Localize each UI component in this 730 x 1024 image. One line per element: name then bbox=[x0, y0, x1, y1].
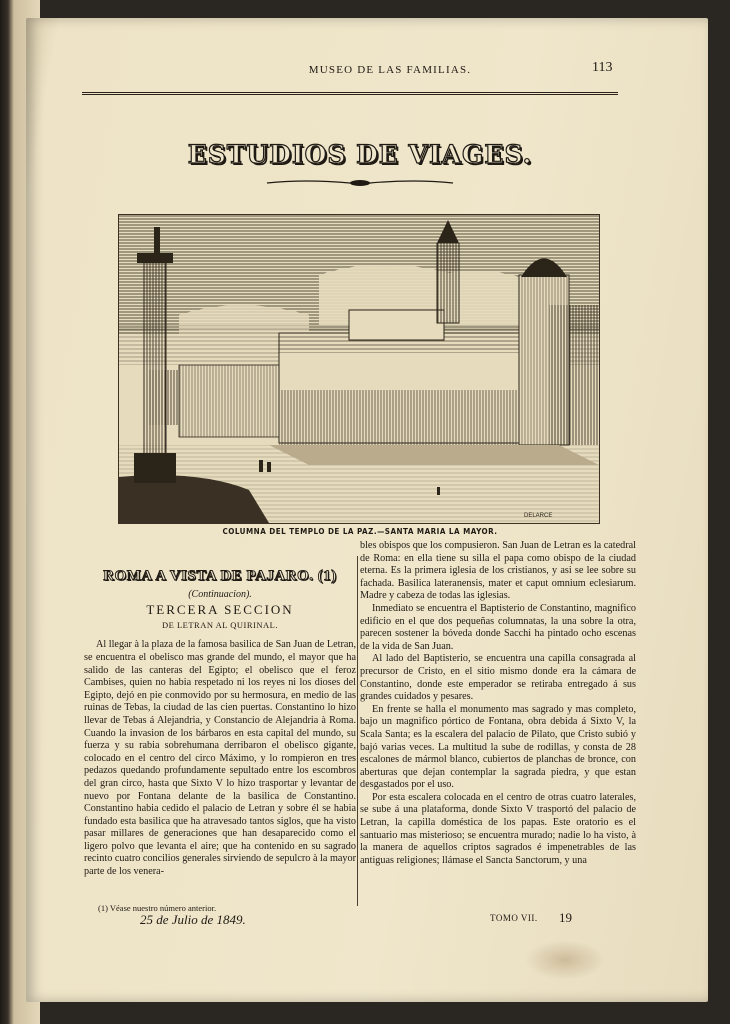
issue-date bbox=[140, 912, 246, 928]
paragraph: En frente se halla el monumento mas sagrado y mas completo, bajo un magnifico pórtico de Fontana, obra debida á Sixto V, la Scala Santa; es la escalera del palacio de Pilato, que Cristo subió y bajó varias veces. La multitud la sube de rodillas, y consta de 28 escalones de mármol blanco, cubiertos de planchas de bronce, con aberturas que dejan contemplar la sagrada piedra, y que estan desgastados por el uso. bbox=[360, 703, 636, 791]
paragraph: Inmediato se encuentra el Baptisterio de Constantino, magnifico edificio en el que dos pequeñas columnatas, la una sobre la otra, parecen sostener la bóveda donde Sacchi ha pintado ocho escenas de la vida de San Juan. bbox=[360, 602, 636, 652]
paragraph: Por esta escalera colocada en el centro de otras cuatro laterales, se sube á una plataforma, donde Sixto V trasportó del palacio de Letran, la capilla doméstica de los papas. Este oratorio es el santuario mas misterioso; se encuentra murado; nadie lo ha visto, à la manera de aquellos criptos sagrados é impenetrables de las antiguas religiones; llámase el Sancta Sanctorum, y una bbox=[360, 791, 636, 866]
page-number: 113 bbox=[592, 60, 613, 75]
engraving-santa-maria-maggiore bbox=[118, 214, 600, 524]
subsection-heading: DE LETRAN AL QUIRINAL. bbox=[162, 619, 278, 630]
paragraph: Al lado del Baptisterio, se encuentra una capilla consagrada al precursor de Cristo, en el sitio mismo donde era la cámara de Constantino, donde este emperador se retiraba entregado á sus grandes cuidados y pesares. bbox=[360, 653, 636, 703]
signature-mark: 19 bbox=[559, 910, 572, 925]
section-heading: TERCERA SECCION bbox=[146, 602, 294, 618]
continuation-note: (Continuacion). bbox=[188, 588, 252, 600]
right-column bbox=[360, 540, 636, 867]
footnote: (1) Véase nuestro número anterior. bbox=[98, 903, 217, 913]
running-title: MUSEO DE LAS FAMILIAS. bbox=[308, 64, 472, 76]
title-ornament bbox=[265, 178, 455, 188]
issue-date-text: 25 de Julio de 1849. bbox=[140, 912, 246, 927]
paragraph: Al llegar à la plaza de la famosa basilica de San Juan de Letran, se encuentra el obelisco mas grande del mundo, el mayor que ha salido de las canteras del Egipto; el obelisco que el feroz Cambises, quien no habia respetado ni los reyes ni los dioses del Egipto, dejó en pie conmovido por su hermosura, en medio de las ruinas de Tebas, la ciudad de las cien puertas. Constantino lo hizo llevar de Tebas á Alejandria, y Constancio de Alejandria à Roma. Cuando la invasion de los bárbaros en esta capital del mundo, su fuerza y su rabia sobrehumana derribaron el obelisco gigante, colocado en el centro del circo Máximo, y lo rompieron en tres pedazos quedando profundamente sepultado entre los escombros del gran circo, hasta que Sixto V lo hizo trasportar y levantar de nuevo por Fontana delante de la basilica de Constantino. Constantino habia cedido el palacio de Letran y sobre él se habia fundado esta basilica que ha atravesado tantos siglos, que ha visto pasar millares de generaciones que han desaparecido como el ligero polvo que levanta el aire; que ha contenido en su sagrado recinto cuatro concilios generales sirviendo de sepulcro à la mayor parte de los venera- bbox=[84, 639, 356, 878]
paper-stain bbox=[525, 940, 605, 980]
header-rule bbox=[82, 92, 618, 98]
illustration-caption: COLUMNA DEL TEMPLO DE LA PAZ.—SANTA MARIA LA MAYOR. bbox=[222, 527, 498, 536]
column-divider bbox=[357, 556, 358, 906]
volume-label: TOMO VII. bbox=[490, 913, 538, 923]
article-title: ROMA A VISTA DE PAJARO. (1) bbox=[103, 568, 337, 584]
engraver-signature: DELARCE bbox=[524, 513, 553, 519]
left-column bbox=[84, 570, 356, 879]
section-title: ESTUDIOS DE VIAGES. bbox=[187, 140, 533, 169]
paragraph: bles obispos que los compusieron. San Juan de Letran es la catedral de Roma: en ella tiene su silla el papa como obispo de la ciudad eterna. Es la primera iglesia de los cristianos, y asi se lee sobre su fachada. Basilica lateranensis, mater et caput omnium eclesiarum. Madre y cabeza de todas las iglesias. bbox=[360, 540, 636, 602]
